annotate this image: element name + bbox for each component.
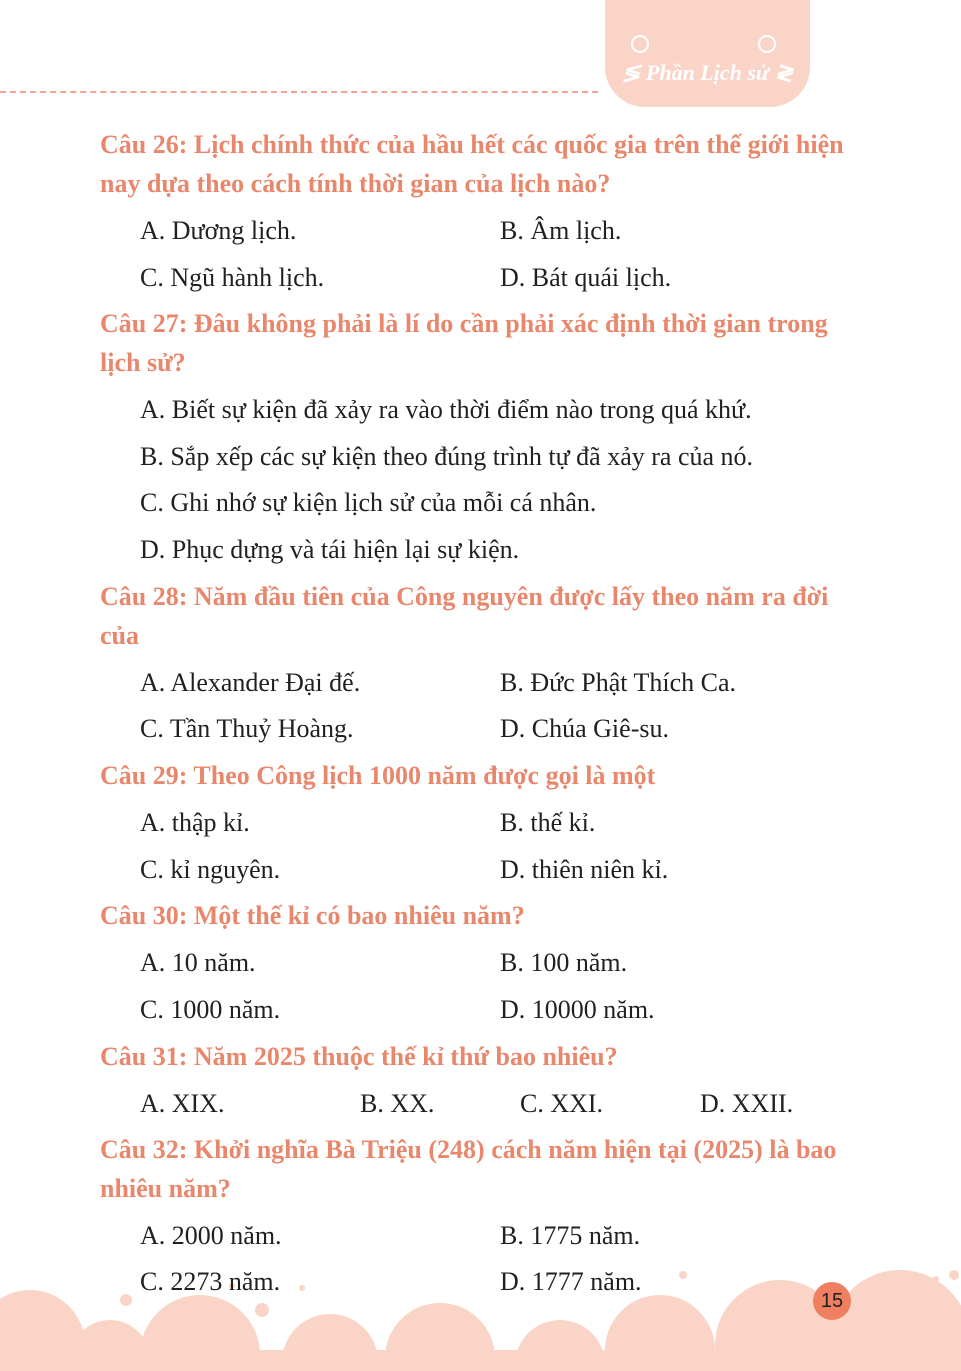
option-26-b: B. Âm lịch.: [500, 216, 622, 245]
option-29-d: D. thiên niên kỉ.: [500, 855, 669, 884]
question-30: Câu 30: Một thế kỉ có bao nhiêu năm?: [100, 901, 525, 930]
deco-right-icon: ≷: [769, 60, 794, 85]
option-28-c: C. Tần Thuỷ Hoàng.: [140, 714, 354, 743]
option-29-a: A. thập kỉ.: [140, 808, 250, 837]
option-32-b: B. 1775 năm.: [500, 1221, 641, 1250]
option-31-b: B. XX.: [360, 1089, 435, 1118]
ring-hole-icon: [631, 35, 649, 53]
ring-hole-icon: [758, 35, 776, 53]
page-number: 15: [813, 1282, 851, 1320]
option-29-c: C. kỉ nguyên.: [140, 855, 281, 884]
option-28-d: D. Chúa Giê-su.: [500, 714, 669, 743]
question-31: Câu 31: Năm 2025 thuộc thế kỉ thứ bao nhiêu?: [100, 1042, 618, 1071]
option-31-d: D. XXII.: [700, 1089, 794, 1118]
option-26-a: A. Dương lịch.: [140, 216, 297, 245]
option-30-d: D. 10000 năm.: [500, 995, 655, 1024]
option-27-d: D. Phục dựng và tái hiện lại sự kiện.: [140, 535, 520, 564]
section-tab: [605, 0, 810, 107]
question-26: Câu 26: Lịch chính thức của hầu hết các quốc gia trên thế giới hiện nay dựa theo cách tính thời gian của lịch nào?: [100, 130, 844, 198]
option-27-a: A. Biết sự kiện đã xảy ra vào thời điểm nào trong quá khứ.: [140, 395, 752, 424]
option-28-a: A. Alexander Đại đế.: [140, 668, 361, 697]
question-27: Câu 27: Đâu không phải là lí do cần phải xác định thời gian trong lịch sử?: [100, 309, 828, 377]
option-28-b: B. Đức Phật Thích Ca.: [500, 668, 737, 697]
section-title: ≶ Phần Lịch sử ≷: [621, 60, 794, 85]
deco-left-icon: ≶: [621, 60, 646, 85]
question-32: Câu 32: Khởi nghĩa Bà Triệu (248) cách năm hiện tại (2025) là bao nhiêu năm?: [100, 1135, 837, 1203]
option-30-b: B. 100 năm.: [500, 948, 628, 977]
option-30-c: C. 1000 năm.: [140, 995, 281, 1024]
option-26-c: C. Ngũ hành lịch.: [140, 263, 325, 292]
option-27-c: C. Ghi nhớ sự kiện lịch sử của mỗi cá nhân.: [140, 488, 597, 517]
option-27-b: B. Sắp xếp các sự kiện theo đúng trình tự đã xảy ra của nó.: [140, 442, 754, 471]
option-31-c: C. XXI.: [520, 1089, 604, 1118]
option-32-c: C. 2273 năm.: [140, 1267, 281, 1296]
option-29-b: B. thế kỉ.: [500, 808, 596, 837]
option-31-a: A. XIX.: [140, 1089, 225, 1118]
question-28: Câu 28: Năm đầu tiên của Công nguyên được lấy theo năm ra đời của: [100, 582, 829, 650]
question-29: Câu 29: Theo Công lịch 1000 năm được gọi là một: [100, 761, 656, 790]
option-32-d: D. 1777 năm.: [500, 1267, 642, 1296]
header-divider: [0, 91, 598, 93]
option-26-d: D. Bát quái lịch.: [500, 263, 672, 292]
option-30-a: A. 10 năm.: [140, 948, 256, 977]
option-32-a: A. 2000 năm.: [140, 1221, 282, 1250]
